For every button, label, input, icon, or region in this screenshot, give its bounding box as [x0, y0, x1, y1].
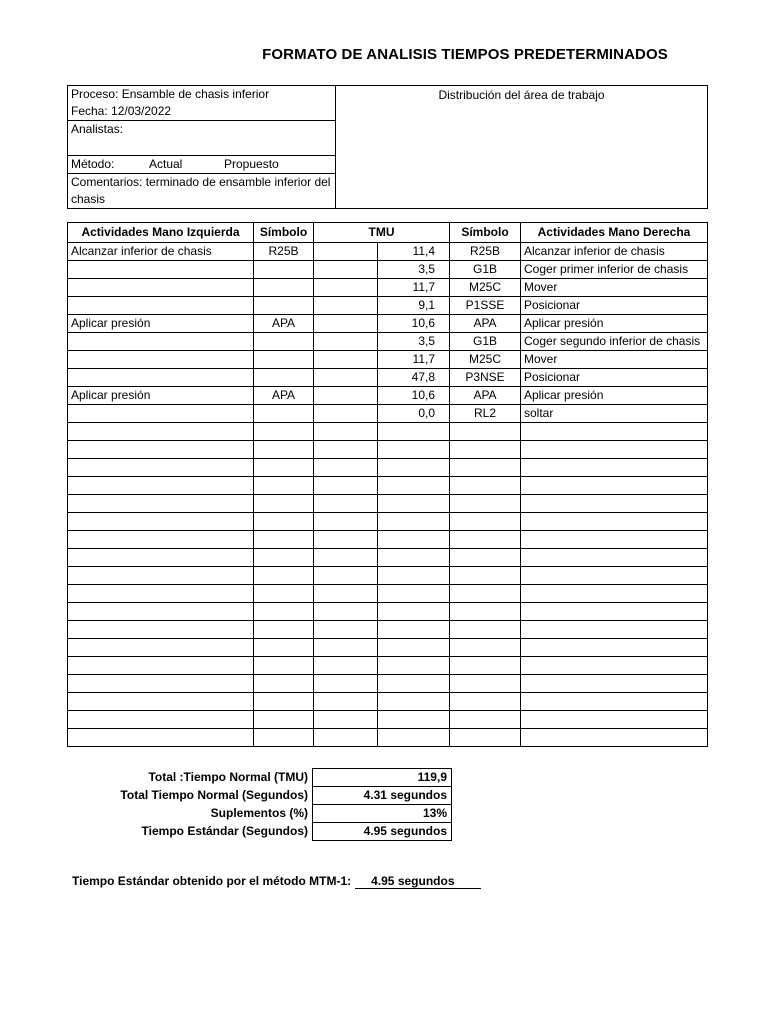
totals-row	[67, 787, 452, 805]
table-cell-empty	[450, 459, 521, 477]
table-cell-empty	[254, 675, 314, 693]
table-cell-empty	[450, 585, 521, 603]
table-cell-empty	[314, 585, 378, 603]
table-cell-empty	[378, 513, 450, 531]
table-cell-empty	[378, 657, 450, 675]
mtm-line	[72, 874, 481, 889]
table-cell-rs: G1B	[450, 261, 521, 279]
table-row-empty	[68, 549, 708, 567]
table-cell-empty	[450, 693, 521, 711]
table-cell-empty	[314, 729, 378, 747]
table-cell-empty	[521, 495, 708, 513]
table-cell-empty	[254, 567, 314, 585]
table-cell-empty	[521, 567, 708, 585]
table-cell-la	[68, 297, 254, 315]
table-cell-rt: 11,7	[378, 351, 450, 369]
table-cell-empty	[68, 693, 254, 711]
table-cell-empty	[68, 423, 254, 441]
table-cell-empty	[68, 459, 254, 477]
table-cell-empty	[314, 423, 378, 441]
table-row	[68, 333, 708, 351]
table-cell-empty	[68, 729, 254, 747]
table-cell-empty	[378, 639, 450, 657]
table-cell-ls: APA	[254, 387, 314, 405]
table-row-empty	[68, 531, 708, 549]
table-row	[68, 405, 708, 423]
analistas-cell: Analistas:	[68, 121, 336, 156]
table-cell-empty	[521, 549, 708, 567]
table-cell-la: Aplicar presión	[68, 387, 254, 405]
table-cell-ls	[254, 297, 314, 315]
table-row	[68, 315, 708, 333]
table-cell-lt	[314, 261, 378, 279]
table-cell-empty	[521, 423, 708, 441]
table-cell-lt	[314, 333, 378, 351]
table-row-empty	[68, 513, 708, 531]
table-cell-empty	[68, 567, 254, 585]
comentarios-cell: Comentarios: terminado de ensamble inferior del chasis	[68, 174, 336, 209]
table-cell-rt: 10,6	[378, 315, 450, 333]
totals-value: 13%	[313, 805, 452, 823]
table-cell-la	[68, 405, 254, 423]
table-cell-la	[68, 333, 254, 351]
table-row-empty	[68, 495, 708, 513]
table-cell-rs: M25C	[450, 351, 521, 369]
table-cell-empty	[521, 531, 708, 549]
table-cell-rs: APA	[450, 387, 521, 405]
table-cell-rt: 0,0	[378, 405, 450, 423]
table-cell-rt: 3,5	[378, 261, 450, 279]
table-cell-empty	[314, 675, 378, 693]
table-cell-rs: APA	[450, 315, 521, 333]
table-cell-empty	[450, 657, 521, 675]
table-cell-empty	[254, 585, 314, 603]
table-cell-empty	[378, 441, 450, 459]
table-cell-empty	[254, 477, 314, 495]
totals-table	[67, 768, 452, 841]
table-cell-rt: 47,8	[378, 369, 450, 387]
table-cell-rt: 10,6	[378, 387, 450, 405]
table-cell-empty	[68, 585, 254, 603]
table-cell-empty	[450, 621, 521, 639]
table-cell-empty	[521, 585, 708, 603]
table-cell-empty	[521, 657, 708, 675]
table-cell-ra: Posicionar	[521, 369, 708, 387]
table-row-empty	[68, 639, 708, 657]
table-row	[68, 261, 708, 279]
table-cell-empty	[521, 603, 708, 621]
table-cell-empty	[450, 675, 521, 693]
table-cell-empty	[378, 693, 450, 711]
table-cell-lt	[314, 297, 378, 315]
table-cell-empty	[314, 495, 378, 513]
table-cell-empty	[521, 639, 708, 657]
totals-label: Suplementos (%)	[210, 806, 308, 820]
table-row-empty	[68, 567, 708, 585]
table-cell-empty	[314, 639, 378, 657]
table-cell-empty	[314, 657, 378, 675]
table-cell-rs: P3NSE	[450, 369, 521, 387]
table-cell-empty	[254, 603, 314, 621]
table-cell-ls: R25B	[254, 243, 314, 261]
table-cell-empty	[521, 693, 708, 711]
table-cell-empty	[378, 459, 450, 477]
table-cell-empty	[254, 657, 314, 675]
table-cell-empty	[450, 549, 521, 567]
table-cell-la: Aplicar presión	[68, 315, 254, 333]
proceso-cell: Proceso: Ensamble de chasis inferior	[68, 86, 336, 104]
table-row	[68, 351, 708, 369]
metodo-actual: Actual	[149, 157, 183, 171]
table-cell-empty	[450, 531, 521, 549]
table-cell-empty	[254, 423, 314, 441]
activities-body	[68, 243, 708, 747]
table-row	[68, 369, 708, 387]
table-cell-ra: Mover	[521, 279, 708, 297]
table-cell-empty	[378, 477, 450, 495]
table-cell-empty	[450, 639, 521, 657]
table-cell-rt: 11,4	[378, 243, 450, 261]
table-cell-empty	[450, 729, 521, 747]
table-cell-empty	[68, 477, 254, 495]
col-tmu: TMU	[314, 223, 450, 243]
table-row-empty	[68, 711, 708, 729]
table-cell-rt: 11,7	[378, 279, 450, 297]
table-cell-empty	[68, 621, 254, 639]
table-cell-empty	[450, 567, 521, 585]
table-cell-empty	[378, 423, 450, 441]
mtm-value: 4.95 segundos	[355, 874, 481, 889]
table-cell-la	[68, 261, 254, 279]
table-cell-rt: 9,1	[378, 297, 450, 315]
totals-label: Total Tiempo Normal (Segundos)	[120, 788, 308, 802]
table-cell-empty	[314, 441, 378, 459]
activities-table	[67, 222, 708, 747]
table-cell-rs: M25C	[450, 279, 521, 297]
table-cell-empty	[450, 711, 521, 729]
col-right-symbol: Símbolo	[450, 223, 521, 243]
table-cell-empty	[68, 549, 254, 567]
table-cell-empty	[68, 711, 254, 729]
table-cell-empty	[254, 711, 314, 729]
table-cell-empty	[254, 693, 314, 711]
table-cell-empty	[254, 495, 314, 513]
table-cell-rs: R25B	[450, 243, 521, 261]
table-cell-rs: G1B	[450, 333, 521, 351]
page-title: FORMATO DE ANALISIS TIEMPOS PREDETERMINADOS	[262, 46, 668, 63]
table-cell-ra: soltar	[521, 405, 708, 423]
table-row-empty	[68, 423, 708, 441]
totals-value: 4.31 segundos	[313, 787, 452, 805]
table-cell-lt	[314, 315, 378, 333]
mtm-label: Tiempo Estándar obtenido por el método MTM-1:	[72, 874, 352, 888]
table-cell-lt	[314, 369, 378, 387]
totals-row	[67, 769, 452, 787]
table-cell-empty	[254, 621, 314, 639]
totals-row	[67, 823, 452, 841]
table-cell-ra: Mover	[521, 351, 708, 369]
table-row-empty	[68, 729, 708, 747]
table-cell-ra: Alcanzar inferior de chasis	[521, 243, 708, 261]
totals-value: 4.95 segundos	[313, 823, 452, 841]
totals-label: Total :Tiempo Normal (TMU)	[148, 770, 308, 784]
table-cell-empty	[254, 639, 314, 657]
table-row-empty	[68, 603, 708, 621]
table-cell-lt	[314, 405, 378, 423]
table-cell-ra: Aplicar presión	[521, 387, 708, 405]
table-cell-rs: P1SSE	[450, 297, 521, 315]
col-right-activities: Actividades Mano Derecha	[521, 223, 708, 243]
table-cell-empty	[378, 711, 450, 729]
table-cell-lt	[314, 351, 378, 369]
table-row-empty	[68, 441, 708, 459]
table-cell-ls	[254, 279, 314, 297]
table-cell-empty	[68, 675, 254, 693]
table-cell-empty	[450, 441, 521, 459]
table-cell-empty	[68, 513, 254, 531]
totals-row	[67, 805, 452, 823]
table-row-empty	[68, 675, 708, 693]
table-cell-empty	[314, 693, 378, 711]
table-cell-empty	[254, 459, 314, 477]
table-cell-empty	[314, 603, 378, 621]
table-cell-ls	[254, 405, 314, 423]
table-cell-empty	[68, 639, 254, 657]
table-cell-empty	[450, 495, 521, 513]
table-cell-empty	[378, 621, 450, 639]
table-cell-empty	[68, 441, 254, 459]
table-cell-empty	[521, 675, 708, 693]
table-cell-empty	[314, 477, 378, 495]
table-cell-ra: Posicionar	[521, 297, 708, 315]
table-cell-ls	[254, 351, 314, 369]
table-cell-empty	[521, 729, 708, 747]
table-cell-empty	[378, 567, 450, 585]
totals-label: Tiempo Estándar (Segundos)	[141, 824, 308, 838]
table-cell-empty	[521, 441, 708, 459]
table-row	[68, 243, 708, 261]
table-cell-empty	[314, 531, 378, 549]
table-cell-lt	[314, 387, 378, 405]
metodo-propuesto: Propuesto	[224, 157, 279, 171]
table-cell-lt	[314, 279, 378, 297]
col-left-activities: Actividades Mano Izquierda	[68, 223, 254, 243]
metodo-cell	[68, 156, 336, 174]
metodo-label: Método:	[71, 157, 115, 171]
table-row-empty	[68, 585, 708, 603]
table-cell-empty	[378, 585, 450, 603]
header-table	[67, 85, 708, 209]
table-cell-rs: RL2	[450, 405, 521, 423]
table-cell-empty	[254, 729, 314, 747]
table-cell-empty	[450, 477, 521, 495]
table-cell-empty	[314, 549, 378, 567]
table-cell-empty	[254, 549, 314, 567]
table-cell-empty	[314, 459, 378, 477]
table-cell-ra: Coger primer inferior de chasis	[521, 261, 708, 279]
table-cell-empty	[521, 621, 708, 639]
table-cell-empty	[254, 441, 314, 459]
table-cell-empty	[450, 423, 521, 441]
table-cell-ls	[254, 333, 314, 351]
table-row	[68, 279, 708, 297]
table-cell-empty	[68, 657, 254, 675]
table-cell-empty	[521, 477, 708, 495]
table-cell-empty	[314, 711, 378, 729]
table-cell-empty	[378, 729, 450, 747]
table-cell-empty	[450, 513, 521, 531]
table-cell-empty	[378, 549, 450, 567]
table-cell-ra: Aplicar presión	[521, 315, 708, 333]
table-cell-empty	[378, 603, 450, 621]
table-cell-ls: APA	[254, 315, 314, 333]
table-cell-empty	[254, 531, 314, 549]
table-cell-ls	[254, 261, 314, 279]
distribucion-cell: Distribución del área de trabajo	[336, 86, 708, 209]
table-cell-la: Alcanzar inferior de chasis	[68, 243, 254, 261]
table-row	[68, 297, 708, 315]
col-left-symbol: Símbolo	[254, 223, 314, 243]
table-cell-empty	[521, 459, 708, 477]
fecha-cell: Fecha: 12/03/2022	[68, 103, 336, 121]
table-cell-la	[68, 369, 254, 387]
table-cell-empty	[314, 567, 378, 585]
table-cell-la	[68, 351, 254, 369]
table-cell-ls	[254, 369, 314, 387]
table-cell-empty	[378, 531, 450, 549]
table-row-empty	[68, 657, 708, 675]
table-cell-empty	[314, 513, 378, 531]
table-cell-ra: Coger segundo inferior de chasis	[521, 333, 708, 351]
table-cell-empty	[254, 513, 314, 531]
table-cell-empty	[521, 513, 708, 531]
table-row-empty	[68, 621, 708, 639]
table-row	[68, 387, 708, 405]
totals-value: 119,9	[313, 769, 452, 787]
table-cell-empty	[68, 603, 254, 621]
table-cell-empty	[521, 711, 708, 729]
table-row-empty	[68, 477, 708, 495]
table-row-empty	[68, 459, 708, 477]
table-cell-empty	[314, 621, 378, 639]
table-cell-empty	[378, 675, 450, 693]
table-cell-rt: 3,5	[378, 333, 450, 351]
table-cell-empty	[450, 603, 521, 621]
table-row-empty	[68, 693, 708, 711]
table-cell-empty	[68, 531, 254, 549]
table-cell-la	[68, 279, 254, 297]
table-cell-empty	[378, 495, 450, 513]
table-cell-lt	[314, 243, 378, 261]
table-cell-empty	[68, 495, 254, 513]
